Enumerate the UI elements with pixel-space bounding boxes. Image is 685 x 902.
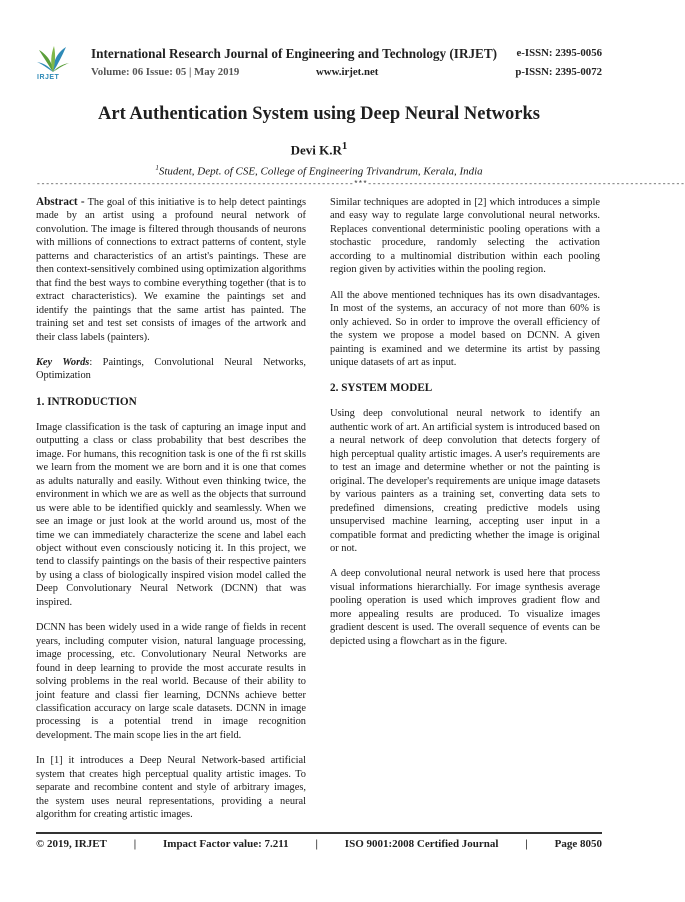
footer-copyright: © 2019, IRJET xyxy=(36,838,107,850)
system-paragraph-2: A deep convolutional neural network is used here that process visual informations hierarchially. For image synthesis average pooling operation is used which improves gradient flow and more appealing results are produced. To visualize images gradient descent is used. The overall sequence of events can be depicted using a flowchart as in the figure. xyxy=(330,568,600,647)
journal-website: www.irjet.net xyxy=(316,66,379,78)
author-name: Devi $K.R^1$ xyxy=(290,140,348,158)
intro-paragraph-5: All the above mentioned techniques has its own disadvantages. In most of the systems, an accuracy of not more than 60% is only achieved. So in order to improve the overall efficiency of the system we propose a model based on DCNN. A given painting is examined and we determine its artist by passing unique datasets of art as input. xyxy=(330,289,600,368)
footer-impact-factor: Impact Factor value: 7.211 xyxy=(163,838,289,850)
system-paragraph-1: Using deep convolutional neural network to identify an authentic work of art. An artificial system is introduced based on a neural network of deep convolution that detects forgery of high perceptual quality artistic images. A user's requirements are to test an image and determine whether or not the painting is original. The developer's requirements are unique image datasets by various painters as a training set, converting data sets to predefined dimensions, creating predictive models using unsupervised machine learning, accepting user input in a compatible format and predicting whether the image is original or not. xyxy=(330,408,600,554)
footer-separator: | xyxy=(315,838,318,850)
e-issn: e-ISSN: 2395-0056 xyxy=(516,47,602,59)
footer-separator: | xyxy=(525,838,528,850)
abstract-label: Abstract - xyxy=(36,196,85,208)
volume-issue: Volume: 06 Issue: 05 | May 2019 xyxy=(91,66,240,78)
journal-header xyxy=(36,44,602,86)
right-column xyxy=(330,196,600,660)
intro-paragraph-1: Image classification is the task of capturing an image input and outputting a class or class probability that best describes the image. For humans, this recognition task is one of the fi rst skills we learn from the moment we are born and it is one that comes as adults naturally and easily. Without even thinking twice, the environment in which we are as well as the objects that surround us were able to be identified quickly and seamlessly. When we see an image or just look at the world around us, most of the time we can immediately characterize the scene and label each object without even consciously noticing it. In this project, we tend to classify paintings on the basis of their respective painters by using a class of biologically inspired vision model called the Deep Convolutionary Neural Network (DCNN) that was inspired. xyxy=(36,421,306,608)
page-footer xyxy=(36,838,602,850)
footer-iso: ISO 9001:2008 Certified Journal xyxy=(344,838,499,850)
logo-text: IRJET xyxy=(37,74,60,81)
footer-divider xyxy=(36,832,602,834)
keywords: Key Words: Paintings, Convolutional Neural Networks, Optimization xyxy=(36,356,307,382)
footer-separator: | xyxy=(133,838,137,850)
leaf-logo-icon xyxy=(36,44,70,74)
section-heading-introduction: 1. INTRODUCTION xyxy=(36,395,137,408)
footer-page-number: Page 8050 xyxy=(554,838,602,850)
journal-name: International Research Journal of Engineering and Technology (IRJET) xyxy=(91,46,498,61)
intro-paragraph-4: Similar techniques are adopted in [2] which introduces a simple and easy way to regulate large convolutional neural networks. Replaces conventional deterministic pooling operations with a stochastic procedure, randomly selecting the activation according to a multinomial distribution within each pooling region given by activities within the pooling region. xyxy=(330,197,600,276)
section-heading-system-model: 2. SYSTEM MODEL xyxy=(330,382,433,395)
intro-paragraph-3: In [1] it introduces a Deep Neural Network-based artificial system that creates high perceptual quality artistic images. To separate and recombine content and style of arbitrary images, the system uses neural representations, providing a neural algorithm for creating artistic images. xyxy=(36,755,306,821)
irjet-logo xyxy=(36,44,70,84)
p-issn: p-ISSN: 2395-0072 xyxy=(515,66,602,78)
paper-title: Art Authentication System using Deep Neural Networks xyxy=(98,104,540,124)
author-affiliation: $^1$Student, Dept. of CSE, College of Engineering Trivandrum, Kerala, India xyxy=(155,164,483,178)
abstract: Abstract - The goal of this initiative is to help detect paintings made by an artist using a profound neural network of convolution. The image is filtered through thousands of neurons with millions of connections to extract patterns of content, style patterns and characteristics of an artist's paintings. These are then context-sensitively combined using optimization algorithms that find the best ways to combine everything together (that is to extract characteristics). We examine the paintings set and identify the paintings that the same artist has painted. The training set and test set consists of images of the artwork and their class labels (painters). xyxy=(36,196,306,343)
keywords-label: Key Words xyxy=(36,356,90,368)
left-column xyxy=(36,196,306,834)
separator-line: ---------------------------------------------------------------------***--------------------------------------------------------------------- xyxy=(36,180,685,189)
intro-paragraph-2: DCNN has been widely used in a wide range of fields in recent years, including computer vision, natural language processing, image processing, etc. Convolutionary Neural Networks are found in deep learning to provide the most accurate results in solving problems in the real world. Because of their ability to joint feature and classi fier learning, DCNNs achieve better classification accuracy on large scale datasets. DCNN in image processing is a potential trend in image recognition development. The main scope lies in the art field. xyxy=(36,622,306,741)
